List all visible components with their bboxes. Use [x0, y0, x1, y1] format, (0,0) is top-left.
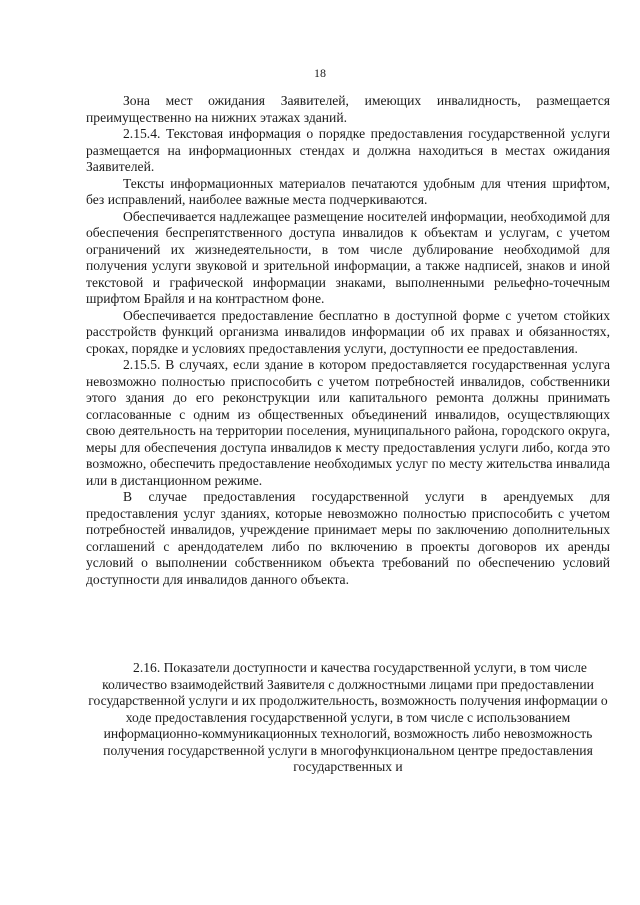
- paragraph-2-15-4: 2.15.4. Текстовая информация о порядке предоставления государственной услуги размещается на информационных стендах и должна находиться в местах ожидания Заявителей.: [86, 126, 610, 174]
- document-body: [86, 93, 610, 588]
- paragraph-waiting-zone: Зона мест ожидания Заявителей, имеющих инвалидность, размещается преимущественно на нижних этажах зданий.: [86, 93, 610, 125]
- paragraph-info-materials: Тексты информационных материалов печатаются удобным для чтения шрифтом, без исправлений, наиболее важные места подчеркиваются.: [86, 175, 610, 207]
- section-heading-2-16: 2.16. Показатели доступности и качества государственной услуги, в том числе количество взаимодействий Заявителя с должностными лицами при предоставлении государственной услуги и их продолжительность, возможность получения информации о ходе предоставления государственной услуги, в том числе с использованием информационно-коммуникационных технологий, возможность либо невозможность получения государственной услуги в многофункциональном центре предоставления государственных и: [88, 660, 608, 774]
- page-number: 18: [314, 66, 326, 80]
- paragraph-2-15-5: 2.15.5. В случаях, если здание в котором предоставляется государственная услуга невозможно полностью приспособить с учетом потребностей инвалидов, собственники этого здания до его реконструкции или капитального ремонта должны принимать согласованные с одним из общественных объединений инвалидов, осуществляющих свою деятельность на территории поселения, муниципального района, городского округа, меры для обеспечения доступа инвалидов к месту предоставления услуги либо, когда это возможно, обеспечить предоставление необходимых услуг по месту жительства инвалида или в дистанционном режиме.: [86, 357, 610, 488]
- paragraph-information-carriers: Обеспечивается надлежащее размещение носителей информации, необходимой для обеспечения беспрепятственного доступа инвалидов к объектам и услугам, с учетом ограничений их жизнедеятельности, в том числе дублирование необходимой для получения услуги звуковой и зрительной информации, а также надписей, знаков и иной текстовой и графической информации знаками, выполненными рельефно-точечным шрифтом Брайля и на контрастном фоне.: [86, 208, 610, 306]
- paragraph-rented-buildings: В случае предоставления государственной услуги в арендуемых для предоставления услуг зданиях, которые невозможно полностью приспособить с учетом потребностей инвалидов, учреждение принимает меры по заключению дополнительных соглашений с арендодателем либо по включению в проекты договоров их аренды условий о выполнении собственником объекта требований по обеспечению условий доступности для инвалидов данного объекта.: [86, 489, 610, 587]
- paragraph-free-information: Обеспечивается предоставление бесплатно в доступной форме с учетом стойких расстройств функций организма инвалидов информации об их правах и обязанностях, сроках, порядке и условиях предоставления услуги, доступности ее предоставления.: [86, 307, 610, 356]
